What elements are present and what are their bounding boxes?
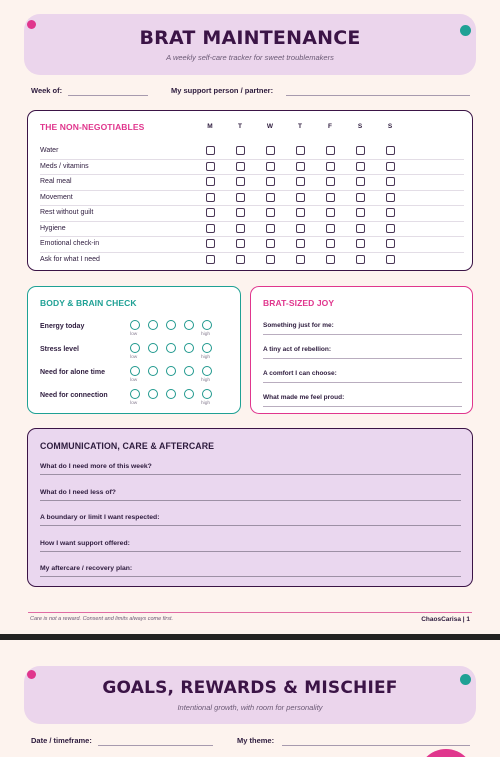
habit-checkbox[interactable] [236,224,245,233]
page-title: BRAT MAINTENANCE [139,27,361,49]
habit-label: Rest without guilt [40,209,94,216]
pink-dot-decoration [27,670,36,679]
communication-prompt-label: A boundary or limit I want respected: [40,514,160,521]
habit-checkbox[interactable] [326,224,335,233]
my-theme-field[interactable] [282,745,470,746]
habit-label: Emotional check-in [40,240,100,247]
scale-high-label: high [201,355,211,360]
scale-low-label: low [130,378,138,383]
habit-label: Hygiene [40,224,66,232]
header-banner [24,14,476,75]
page-2 [0,640,500,757]
teal-dot-decoration [460,25,471,36]
habit-label: Movement [40,193,73,201]
habit-checkbox[interactable] [356,177,365,186]
scale-circle[interactable] [202,343,212,353]
footer-note: Care is not a reward. Consent and limits always come first. [30,616,174,622]
habit-row [40,253,464,269]
habit-checkbox[interactable] [326,239,335,248]
page-2-title: GOALS, REWARDS & MISCHIEF [102,678,398,698]
habit-checkbox[interactable] [236,239,245,248]
habit-row [40,222,464,238]
scale-circle[interactable] [166,320,176,330]
communication-answer-line[interactable] [40,551,461,552]
joy-prompt-label: A tiny act of rebellion: [263,346,332,353]
body-brain-section [27,286,241,414]
communication-answer-line[interactable] [40,474,461,475]
habit-checkbox[interactable] [326,255,335,264]
communication-section [27,428,473,587]
day-header: T [238,123,242,130]
habit-checkbox[interactable] [296,193,305,202]
habit-checkbox[interactable] [356,162,365,171]
day-header: S [357,123,363,130]
communication-prompt-label: How I want support offered: [40,539,130,547]
header-banner-2 [24,666,476,724]
body-brain-title: BODY & BRAIN CHECK [40,298,137,308]
habit-checkbox[interactable] [206,208,215,217]
scale-row [40,388,240,410]
non-negotiables-section [27,110,473,271]
habit-checkbox[interactable] [326,208,335,217]
footer-divider [28,612,472,613]
joy-prompt [263,394,462,401]
communication-prompt [40,540,461,547]
habit-checkbox[interactable] [266,208,275,217]
habit-row [40,237,464,253]
brat-joy-section [250,286,473,414]
communication-prompt [40,463,461,470]
habit-row [40,144,464,160]
habit-row [40,191,464,207]
scale-row [40,365,240,387]
habit-checkbox[interactable] [386,193,395,202]
communication-prompt [40,514,461,521]
page-2-subtitle: Intentional growth, with room for personality [177,703,323,712]
habit-checkbox[interactable] [206,177,215,186]
habit-checkbox[interactable] [266,193,275,202]
date-timeframe-field[interactable] [98,745,213,746]
page-subtitle: A weekly self-care tracker for sweet troublemakers [166,53,334,62]
habit-checkbox[interactable] [326,177,335,186]
day-header: W [266,123,274,130]
habit-checkbox[interactable] [386,255,395,264]
scale-circle[interactable] [130,343,140,353]
communication-title: COMMUNICATION, CARE & AFTERCARE [40,441,215,451]
habit-checkbox[interactable] [356,208,365,217]
communication-prompt-label: What do I need more of this week? [40,463,152,470]
scale-high-label: high [201,401,211,406]
communication-answer-line[interactable] [40,576,461,577]
scale-circle[interactable] [148,389,158,399]
scale-high-label: high [201,378,211,383]
habit-label: Ask for what I need [40,255,100,263]
habit-checkbox[interactable] [386,208,395,217]
scale-low-label: low [130,401,138,406]
my-theme-label: My theme: [237,736,275,745]
scale-circle[interactable] [202,389,212,399]
habit-label: Meds / vitamins [40,162,89,170]
communication-answer-line[interactable] [40,500,461,501]
brat-joy-title: BRAT-SIZED JOY [263,298,335,308]
habit-checkbox[interactable] [356,193,365,202]
day-header: M [207,123,213,130]
scale-circle[interactable] [166,366,176,376]
habit-row [40,160,464,176]
habit-checkbox[interactable] [296,239,305,248]
communication-answer-line[interactable] [40,525,461,526]
habit-checkbox[interactable] [236,177,245,186]
habit-checkbox[interactable] [236,208,245,217]
support-person-label: My support person / partner: [171,86,274,95]
habit-checkbox[interactable] [296,208,305,217]
habit-checkbox[interactable] [386,177,395,186]
scale-circle[interactable] [148,320,158,330]
habit-checkbox[interactable] [266,224,275,233]
joy-prompt [263,322,462,329]
habit-checkbox[interactable] [296,162,305,171]
teal-dot-decoration [460,674,471,685]
scale-circle[interactable] [130,366,140,376]
communication-prompt-label: What do I need less of? [40,488,116,496]
scale-circle[interactable] [130,389,140,399]
scale-label: Energy today [40,323,85,330]
habit-checkbox[interactable] [266,239,275,248]
habit-checkbox[interactable] [206,146,215,155]
day-header: T [298,123,302,130]
scale-circle[interactable] [166,389,176,399]
joy-answer-line[interactable] [263,406,462,407]
habit-checkbox[interactable] [386,162,395,171]
joy-prompt-label: Something just for me: [263,322,334,329]
joy-prompt [263,346,462,353]
joy-prompt [263,370,462,377]
scale-circle[interactable] [148,343,158,353]
habit-checkbox[interactable] [326,162,335,171]
habit-checkbox[interactable] [326,193,335,202]
habit-checkbox[interactable] [296,224,305,233]
joy-answer-line[interactable] [263,358,462,359]
support-person-field[interactable] [286,95,470,96]
habit-label: Water [40,147,59,154]
joy-prompt-label: A comfort I can choose: [263,370,337,377]
scale-row [40,319,240,341]
date-timeframe-label: Date / timeframe: [31,736,92,745]
habit-checkbox[interactable] [386,146,395,155]
habit-checkbox[interactable] [206,224,215,233]
habit-checkbox[interactable] [206,162,215,171]
scale-low-label: low [130,332,138,337]
day-header: S [387,123,393,130]
scale-label: Stress level [40,346,79,353]
scale-circle[interactable] [184,343,194,353]
scale-circle[interactable] [184,389,194,399]
scale-circle[interactable] [148,366,158,376]
habit-checkbox[interactable] [206,193,215,202]
habit-checkbox[interactable] [296,177,305,186]
joy-answer-line[interactable] [263,334,462,335]
joy-prompt-label: What made me feel proud: [263,394,345,401]
scale-low-label: low [130,355,138,360]
non-negotiables-title: THE NON-NEGOTIABLES [40,122,145,132]
habit-checkbox[interactable] [206,239,215,248]
habit-checkbox[interactable] [326,146,335,155]
habit-checkbox[interactable] [266,255,275,264]
scale-circle[interactable] [202,366,212,376]
day-header: F [328,123,332,130]
scale-circle[interactable] [184,320,194,330]
pink-dot-decoration [27,20,36,29]
scale-label: Need for connection [40,392,108,399]
pink-circle-decoration [418,749,474,757]
scale-circle[interactable] [184,366,194,376]
joy-answer-line[interactable] [263,382,462,383]
communication-prompt [40,565,461,572]
habit-checkbox[interactable] [356,146,365,155]
habit-checkbox[interactable] [296,146,305,155]
habit-checkbox[interactable] [356,255,365,264]
scale-label: Need for alone time [40,369,105,376]
habit-checkbox[interactable] [236,162,245,171]
habit-checkbox[interactable] [266,146,275,155]
scale-circle[interactable] [202,320,212,330]
habit-checkbox[interactable] [296,255,305,264]
habit-checkbox[interactable] [236,193,245,202]
week-of-label: Week of: [31,86,63,95]
scale-circle[interactable] [130,320,140,330]
habit-checkbox[interactable] [206,255,215,264]
footer-brand: ChaosCarisa | 1 [421,616,470,623]
habit-checkbox[interactable] [356,224,365,233]
scale-row [40,342,240,364]
habit-row [40,175,464,191]
habit-checkbox[interactable] [356,239,365,248]
habit-checkbox[interactable] [236,146,245,155]
habit-checkbox[interactable] [386,239,395,248]
habit-checkbox[interactable] [236,255,245,264]
communication-prompt-label: My aftercare / recovery plan: [40,565,133,572]
habit-checkbox[interactable] [266,177,275,186]
scale-high-label: high [201,332,211,337]
habit-checkbox[interactable] [386,224,395,233]
week-of-field[interactable] [68,95,148,96]
habit-label: Real meal [40,178,72,185]
habit-row [40,206,464,222]
communication-prompt [40,489,461,496]
scale-circle[interactable] [166,343,176,353]
habit-checkbox[interactable] [266,162,275,171]
